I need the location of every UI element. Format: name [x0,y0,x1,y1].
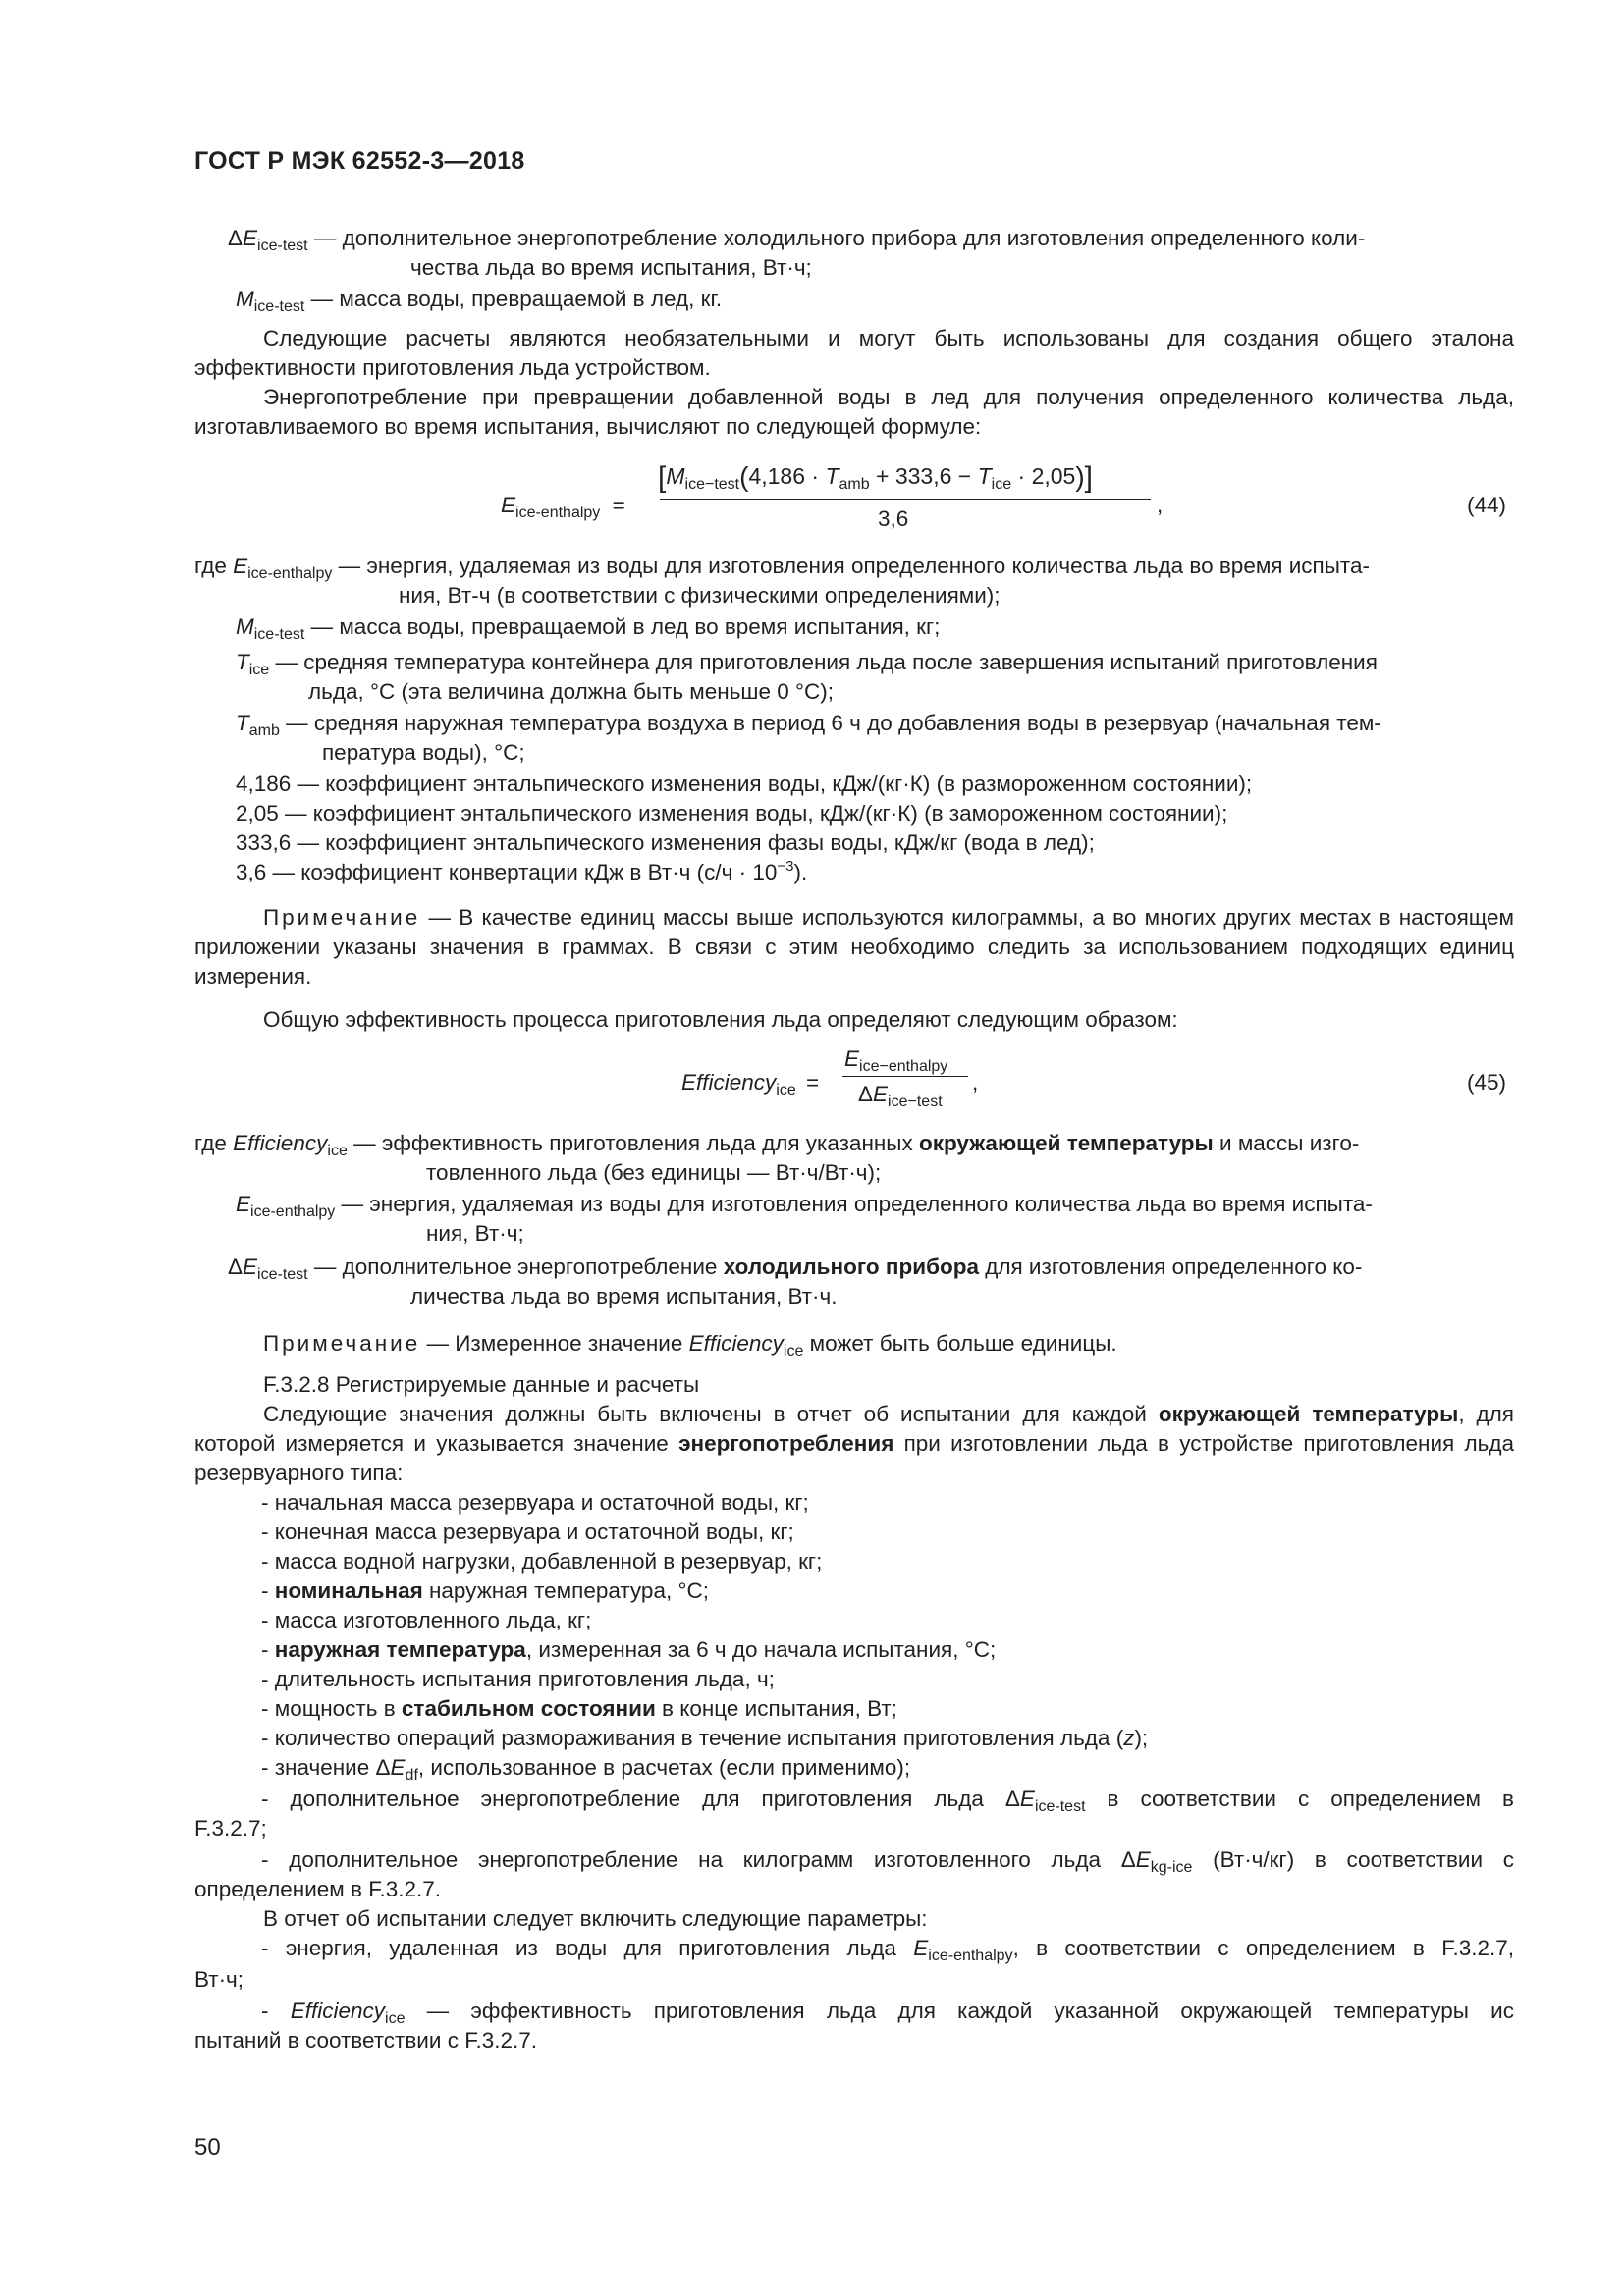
section-heading-f3-2-8: F.3.2.8 Регистрируемые данные и расчеты [263,1372,700,1397]
note-units: Примечание — В качестве единиц массы выше используются килограммы, а во многих других местах в настоящем приложении указаны значения в граммах. В связи с этим необходимо следить за использованием подходящих единиц измерения. [194,905,1514,988]
paragraph-report-params: В отчет об испытании следует включить следующие параметры: [263,1906,928,1931]
list-item: - значение $\Delta E_{df}$, использованное в расчетах (если применимо); [261,1755,911,1784]
definition-e-ice-enthalpy: где $E_{ice-enthalpy}$ — энергия, удаляемая из воды для изготовления определенного количества льда во время испыта- [194,554,1370,582]
page-number: 50 [194,2134,221,2161]
coefficient-line-2: 2,05 — коэффициент энтальпического изменения воды, кДж/(кг·К) (в замороженном состоянии); [236,801,1228,826]
note-efficiency: Примечание — Измеренное значение Efficiency$_{ice}$ может быть больше единицы. [263,1331,1117,1360]
list-item: - длительность испытания приготовления льда, ч; [261,1667,775,1691]
list-item: - номинальная наружная температура, °С; [261,1578,709,1603]
list-item: - конечная масса резервуара и остаточной воды, кг; [261,1520,794,1544]
paragraph-efficiency-intro: Общую эффективность процесса приготовления льда определяют следующим образом: [263,1007,1178,1032]
definition-t-ice: $T_{ice}$ — средняя температура контейнера для приготовления льда после завершения испытаний приготовления [236,650,1378,678]
list-item: - Efficiency$_{ice}$ — эффективность приготовления льда для каждой указанной окружающей температуры ис [261,1999,1515,2027]
list-item: - количество операций размораживания в течение испытания приготовления льда (z); [261,1726,1149,1750]
coefficient-line-3: 333,6 — коэффициент энтальпического изменения фазы воды, кДж/кг (вода в лед); [236,830,1095,855]
definition-t-amb: $T_{amb}$ — средняя наружная температура воздуха в период 6 ч до добавления воды в резервуар (начальная тем- [236,711,1381,739]
equation-45-tail: , [972,1070,979,1095]
list-item: - дополнительное энергопотребление на килограмм изготовленного льда $\Delta E_{kg-ice}$ (Вт·ч/кг) в соответствии с [261,1847,1515,1876]
equation-45-number: (45) [1467,1070,1507,1095]
list-item-cont: пытаний в соответствии с F.3.2.7. [194,2028,537,2053]
paragraph-energy-formula-intro: Энергопотребление при превращении добавленной воды в лед для получения определенного количества льда, изготавливаемого во время испытания, вычисляют по следующей формуле: [194,385,1514,439]
definition-t-ice-cont: льда, °С (эта величина должна быть меньше 0 °С); [308,679,834,704]
definition-e-ice-enthalpy-cont: ния, Вт-ч (в соответствии с физическими определениями); [399,583,1001,608]
definition-delta-e-ice-test-cont: чества льда во время испытания, Вт·ч; [410,255,812,280]
equation-44-fraction-bar [660,499,1151,500]
definition-m-ice-test-2: $M_{ice-test}$ — масса воды, превращаемой в лед во время испытания, кг; [236,614,941,643]
definition-e-ice-enthalpy-2-cont: ния, Вт·ч; [426,1221,524,1246]
equation-45-numerator: $E_{ice-enthalpy}$ [844,1046,948,1075]
equation-45-fraction-bar [842,1076,968,1077]
list-item: - мощность в стабильном состоянии в конце испытания, Вт; [261,1696,897,1721]
definition-t-amb-cont: пература воды), °С; [322,740,525,765]
equation-44-lhs: $E_{ice-enthalpy}$ = [501,493,625,521]
coefficient-line-1: 4,186 — коэффициент энтальпического изменения воды, кДж/(кг·К) (в размороженном состоянии); [236,772,1253,796]
list-item: - дополнительное энергопотребление для приготовления льда $\Delta E_{ice-test}$ в соответствии с определением в [261,1787,1514,1815]
definition-efficiency-ice-cont: товленного льда (без единицы — Вт·ч/Вт·ч); [426,1160,882,1185]
equation-45-denominator: $\Delta E_{ice-test}$ [858,1082,943,1110]
list-item-cont: F.3.2.7; [194,1816,267,1841]
equation-44-number: (44) [1467,493,1507,517]
coefficient-line-4: 3,6 — коэффициент конвертации кДж в Вт·ч $(с/ч \cdot 10^{-3})$. [236,858,808,884]
definition-efficiency-ice: где Efficiency$_{ice}$ — эффективность приготовления льда для указанных окружающей температуры и массы изго- [194,1131,1360,1159]
equation-45-lhs: Efficiency$_{ice}$ = [681,1070,820,1098]
list-item: - наружная температура, измеренная за 6 ч до начала испытания, °С; [261,1637,997,1662]
paragraph-optional-calc: Следующие расчеты являются необязательными и могут быть использованы для создания общего эталона эффективности приготовления льда устройством. [194,326,1514,380]
list-item: - энергия, удаленная из воды для приготовления льда $E_{ice-enthalpy}$, в соответствии с определением в F.3.2.7, [261,1936,1514,1964]
paragraph-report-values: Следующие значения должны быть включены в отчет об испытании для каждой окружающей температуры, для которой измеряется и указывается значение энергопотребления при изготовлении льда в устройстве приготовления льда резервуарного типа: [194,1402,1514,1485]
list-item-cont: Вт·ч; [194,1967,244,1992]
definition-e-ice-enthalpy-2: $E_{ice-enthalpy}$ — энергия, удаляемая из воды для изготовления определенного количества льда во время испыта- [236,1192,1373,1220]
list-item: - масса водной нагрузки, добавленной в резервуар, кг; [261,1549,823,1574]
definition-delta-e-ice-test: $\Delta E_{ice-test}$ — дополнительное энергопотребление холодильного прибора для изготовления определенного коли- [228,226,1366,254]
definition-m-ice-test: $M_{ice-test}$ — масса воды, превращаемой в лед, кг. [236,287,723,315]
equation-44-tail: , [1157,493,1164,517]
list-item-cont: определением в F.3.2.7. [194,1877,441,1901]
definition-delta-e-ice-test-2: $\Delta E_{ice-test}$ — дополнительное энергопотребление холодильного прибора для изготовления определенного ко- [228,1255,1363,1283]
equation-44-denominator: 3,6 [878,507,909,531]
definition-delta-e-ice-test-2-cont: личества льда во время испытания, Вт·ч. [410,1284,838,1308]
document-header: ГОСТ Р МЭК 62552-3—2018 [194,147,525,175]
equation-44-numerator: $[M_{ice-test}(4,186 \cdot T_{amb} + 333,6 - T_{ice} \cdot 2,05)]$ [658,461,1094,494]
list-item: - начальная масса резервуара и остаточной воды, кг; [261,1490,809,1515]
list-item: - масса изготовленного льда, кг; [261,1608,592,1632]
